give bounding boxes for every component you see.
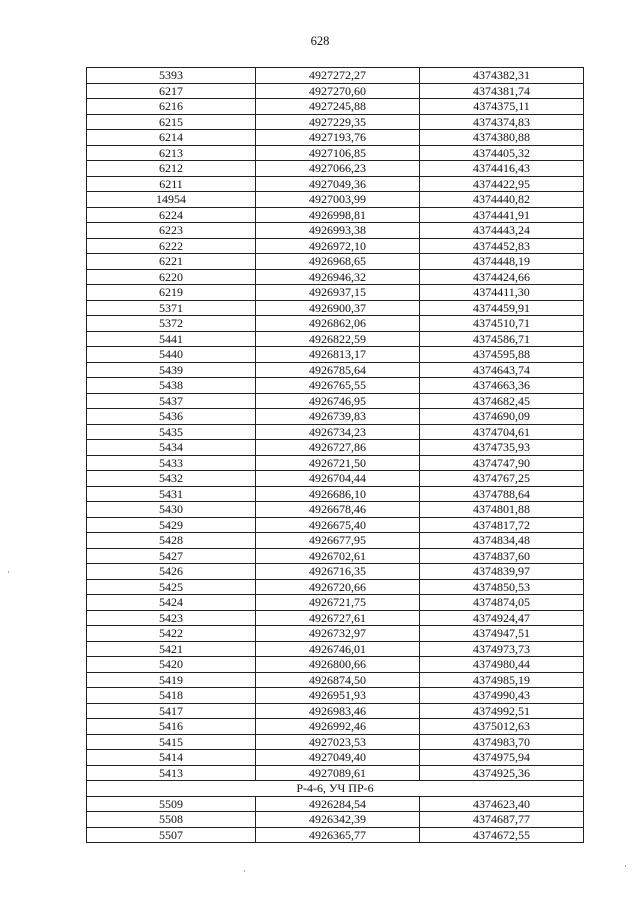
y-coordinate-cell: 4374672,55: [420, 827, 584, 843]
table-row: [87, 114, 584, 130]
table-row: [87, 161, 584, 177]
table-row: [87, 99, 584, 115]
x-coordinate-cell: 4927193,76: [256, 130, 420, 146]
x-coordinate-cell: 4927245,88: [256, 99, 420, 115]
table-row: [87, 517, 584, 533]
table-row: [87, 595, 584, 611]
y-coordinate-cell: 4374510,71: [420, 316, 584, 332]
table-row: [87, 285, 584, 301]
point-number-cell: 6213: [87, 145, 256, 161]
y-coordinate-cell: 4374623,40: [420, 796, 584, 812]
point-number-cell: 5433: [87, 455, 256, 471]
point-number-cell: 5418: [87, 688, 256, 704]
table-row: [87, 610, 584, 626]
x-coordinate-cell: 4926746,95: [256, 393, 420, 409]
y-coordinate-cell: 4374448,19: [420, 254, 584, 270]
x-coordinate-cell: 4926739,83: [256, 409, 420, 425]
x-coordinate-cell: 4927003,99: [256, 192, 420, 208]
x-coordinate-cell: 4926365,77: [256, 827, 420, 843]
table-row: [87, 440, 584, 456]
x-coordinate-cell: 4927272,27: [256, 68, 420, 84]
point-number-cell: 5429: [87, 517, 256, 533]
y-coordinate-cell: 4374459,91: [420, 300, 584, 316]
table-row: [87, 564, 584, 580]
y-coordinate-cell: 4374839,97: [420, 564, 584, 580]
x-coordinate-cell: 4926937,15: [256, 285, 420, 301]
y-coordinate-cell: 4375012,63: [420, 719, 584, 735]
point-number-cell: 6217: [87, 83, 256, 99]
table-row: [87, 424, 584, 440]
y-coordinate-cell: 4374874,05: [420, 595, 584, 611]
x-coordinate-cell: 4926983,46: [256, 703, 420, 719]
table-row: [87, 130, 584, 146]
table-row: [87, 254, 584, 270]
table-row: [87, 409, 584, 425]
x-coordinate-cell: 4926972,10: [256, 238, 420, 254]
x-coordinate-cell: 4926342,39: [256, 812, 420, 828]
x-coordinate-cell: 4926704,44: [256, 471, 420, 487]
y-coordinate-cell: 4374947,51: [420, 626, 584, 642]
x-coordinate-cell: 4927023,53: [256, 734, 420, 750]
point-number-cell: 5426: [87, 564, 256, 580]
x-coordinate-cell: 4926998,81: [256, 207, 420, 223]
x-coordinate-cell: 4927270,60: [256, 83, 420, 99]
point-number-cell: 5422: [87, 626, 256, 642]
table-row: [87, 238, 584, 254]
table-row: [87, 812, 584, 828]
table-row: [87, 362, 584, 378]
x-coordinate-cell: 4926900,37: [256, 300, 420, 316]
y-coordinate-cell: 4374747,90: [420, 455, 584, 471]
table-row: [87, 672, 584, 688]
point-number-cell: 5417: [87, 703, 256, 719]
x-coordinate-cell: 4926720,66: [256, 579, 420, 595]
table-row: [87, 145, 584, 161]
x-coordinate-cell: 4926716,35: [256, 564, 420, 580]
point-number-cell: 6222: [87, 238, 256, 254]
y-coordinate-cell: 4374985,19: [420, 672, 584, 688]
point-number-cell: 5508: [87, 812, 256, 828]
y-coordinate-cell: 4374992,51: [420, 703, 584, 719]
scan-mark: ·: [7, 567, 10, 577]
y-coordinate-cell: 4374834,48: [420, 533, 584, 549]
y-coordinate-cell: 4374440,82: [420, 192, 584, 208]
y-coordinate-cell: 4374850,53: [420, 579, 584, 595]
x-coordinate-cell: 4926968,65: [256, 254, 420, 270]
y-coordinate-cell: 4374374,83: [420, 114, 584, 130]
table-row: [87, 579, 584, 595]
x-coordinate-cell: 4926822,59: [256, 331, 420, 347]
x-coordinate-cell: 4926734,23: [256, 424, 420, 440]
table-row: [87, 331, 584, 347]
y-coordinate-cell: 4374788,64: [420, 486, 584, 502]
y-coordinate-cell: 4374973,73: [420, 641, 584, 657]
point-number-cell: 5438: [87, 378, 256, 394]
table-row: [87, 548, 584, 564]
point-number-cell: 5436: [87, 409, 256, 425]
x-coordinate-cell: 4927089,61: [256, 765, 420, 781]
point-number-cell: 5420: [87, 657, 256, 673]
point-number-cell: 14954: [87, 192, 256, 208]
point-number-cell: 5439: [87, 362, 256, 378]
point-number-cell: 5424: [87, 595, 256, 611]
y-coordinate-cell: 4374975,94: [420, 750, 584, 766]
x-coordinate-cell: 4926862,06: [256, 316, 420, 332]
x-coordinate-cell: 4926727,61: [256, 610, 420, 626]
point-number-cell: 6216: [87, 99, 256, 115]
x-coordinate-cell: 4926678,46: [256, 502, 420, 518]
y-coordinate-cell: 4374424,66: [420, 269, 584, 285]
y-coordinate-cell: 4374817,72: [420, 517, 584, 533]
table-row: [87, 502, 584, 518]
point-number-cell: 5435: [87, 424, 256, 440]
point-number-cell: 5421: [87, 641, 256, 657]
point-number-cell: 6220: [87, 269, 256, 285]
x-coordinate-cell: 4926800,66: [256, 657, 420, 673]
table-row: [87, 83, 584, 99]
table-row: [87, 641, 584, 657]
point-number-cell: 5413: [87, 765, 256, 781]
table-row: [87, 471, 584, 487]
x-coordinate-cell: 4926677,95: [256, 533, 420, 549]
page-number: 628: [310, 34, 330, 48]
x-coordinate-cell: 4927049,40: [256, 750, 420, 766]
x-coordinate-cell: 4926951,93: [256, 688, 420, 704]
table-row: [87, 300, 584, 316]
table-row: [87, 176, 584, 192]
y-coordinate-cell: 4374380,88: [420, 130, 584, 146]
y-coordinate-cell: 4374422,95: [420, 176, 584, 192]
table-row: [87, 827, 584, 843]
table-row: [87, 796, 584, 812]
point-number-cell: 5425: [87, 579, 256, 595]
table-row: [87, 192, 584, 208]
y-coordinate-cell: 4374595,88: [420, 347, 584, 363]
x-coordinate-cell: 4926721,75: [256, 595, 420, 611]
point-number-cell: 5440: [87, 347, 256, 363]
y-coordinate-cell: 4374704,61: [420, 424, 584, 440]
y-coordinate-cell: 4374411,30: [420, 285, 584, 301]
x-coordinate-cell: 4926675,40: [256, 517, 420, 533]
table-row: [87, 765, 584, 781]
point-number-cell: 6219: [87, 285, 256, 301]
y-coordinate-cell: 4374767,25: [420, 471, 584, 487]
x-coordinate-cell: 4927066,23: [256, 161, 420, 177]
point-number-cell: 5437: [87, 393, 256, 409]
y-coordinate-cell: 4374382,31: [420, 68, 584, 84]
point-number-cell: 6221: [87, 254, 256, 270]
point-number-cell: 5432: [87, 471, 256, 487]
y-coordinate-cell: 4374441,91: [420, 207, 584, 223]
table-row: [87, 533, 584, 549]
section-heading-row: [87, 781, 584, 797]
point-number-cell: 5431: [87, 486, 256, 502]
point-number-cell: 5419: [87, 672, 256, 688]
y-coordinate-cell: 4374924,47: [420, 610, 584, 626]
table-row: [87, 393, 584, 409]
y-coordinate-cell: 4374837,60: [420, 548, 584, 564]
x-coordinate-cell: 4926946,32: [256, 269, 420, 285]
table-row: [87, 750, 584, 766]
table-row: [87, 703, 584, 719]
scan-mark: ·: [624, 861, 627, 871]
y-coordinate-cell: 4374925,36: [420, 765, 584, 781]
table-row: [87, 378, 584, 394]
y-coordinate-cell: 4374443,24: [420, 223, 584, 239]
coordinates-table-body: [87, 68, 584, 843]
x-coordinate-cell: 4926992,46: [256, 719, 420, 735]
point-number-cell: 5393: [87, 68, 256, 84]
table-row: [87, 223, 584, 239]
y-coordinate-cell: 4374416,43: [420, 161, 584, 177]
table-row: [87, 455, 584, 471]
point-number-cell: 5423: [87, 610, 256, 626]
point-number-cell: 5434: [87, 440, 256, 456]
point-number-cell: 5430: [87, 502, 256, 518]
x-coordinate-cell: 4927106,85: [256, 145, 420, 161]
scan-mark: ·: [243, 866, 246, 876]
point-number-cell: 5414: [87, 750, 256, 766]
y-coordinate-cell: 4374735,93: [420, 440, 584, 456]
y-coordinate-cell: 4374983,70: [420, 734, 584, 750]
table-row: [87, 269, 584, 285]
point-number-cell: 6214: [87, 130, 256, 146]
point-number-cell: 5428: [87, 533, 256, 549]
point-number-cell: 6215: [87, 114, 256, 130]
table-row: [87, 486, 584, 502]
y-coordinate-cell: 4374643,74: [420, 362, 584, 378]
point-number-cell: 5441: [87, 331, 256, 347]
table-row: [87, 626, 584, 642]
x-coordinate-cell: 4926702,61: [256, 548, 420, 564]
x-coordinate-cell: 4926813,17: [256, 347, 420, 363]
table-row: [87, 719, 584, 735]
table-row: [87, 688, 584, 704]
table-row: [87, 207, 584, 223]
table-row: [87, 316, 584, 332]
x-coordinate-cell: 4926993,38: [256, 223, 420, 239]
section-heading: Р-4-6, УЧ ПР-6: [87, 781, 584, 797]
point-number-cell: 6211: [87, 176, 256, 192]
y-coordinate-cell: 4374990,43: [420, 688, 584, 704]
table-row: [87, 657, 584, 673]
y-coordinate-cell: 4374663,36: [420, 378, 584, 394]
point-number-cell: 5507: [87, 827, 256, 843]
x-coordinate-cell: 4926721,50: [256, 455, 420, 471]
point-number-cell: 6212: [87, 161, 256, 177]
point-number-cell: 5415: [87, 734, 256, 750]
y-coordinate-cell: 4374980,44: [420, 657, 584, 673]
y-coordinate-cell: 4374405,32: [420, 145, 584, 161]
y-coordinate-cell: 4374801,88: [420, 502, 584, 518]
table-row: [87, 734, 584, 750]
y-coordinate-cell: 4374586,71: [420, 331, 584, 347]
point-number-cell: 6223: [87, 223, 256, 239]
table-row: [87, 68, 584, 84]
x-coordinate-cell: 4926732,97: [256, 626, 420, 642]
x-coordinate-cell: 4926765,55: [256, 378, 420, 394]
y-coordinate-cell: 4374690,09: [420, 409, 584, 425]
point-number-cell: 5416: [87, 719, 256, 735]
y-coordinate-cell: 4374452,83: [420, 238, 584, 254]
x-coordinate-cell: 4927229,35: [256, 114, 420, 130]
x-coordinate-cell: 4926785,64: [256, 362, 420, 378]
x-coordinate-cell: 4926874,50: [256, 672, 420, 688]
coordinates-table: [86, 67, 584, 843]
y-coordinate-cell: 4374682,45: [420, 393, 584, 409]
table-row: [87, 347, 584, 363]
x-coordinate-cell: 4926284,54: [256, 796, 420, 812]
point-number-cell: 5427: [87, 548, 256, 564]
y-coordinate-cell: 4374381,74: [420, 83, 584, 99]
point-number-cell: 5371: [87, 300, 256, 316]
x-coordinate-cell: 4926686,10: [256, 486, 420, 502]
x-coordinate-cell: 4926727,86: [256, 440, 420, 456]
x-coordinate-cell: 4926746,01: [256, 641, 420, 657]
point-number-cell: 6224: [87, 207, 256, 223]
x-coordinate-cell: 4927049,36: [256, 176, 420, 192]
point-number-cell: 5509: [87, 796, 256, 812]
y-coordinate-cell: 4374375,11: [420, 99, 584, 115]
point-number-cell: 5372: [87, 316, 256, 332]
y-coordinate-cell: 4374687,77: [420, 812, 584, 828]
